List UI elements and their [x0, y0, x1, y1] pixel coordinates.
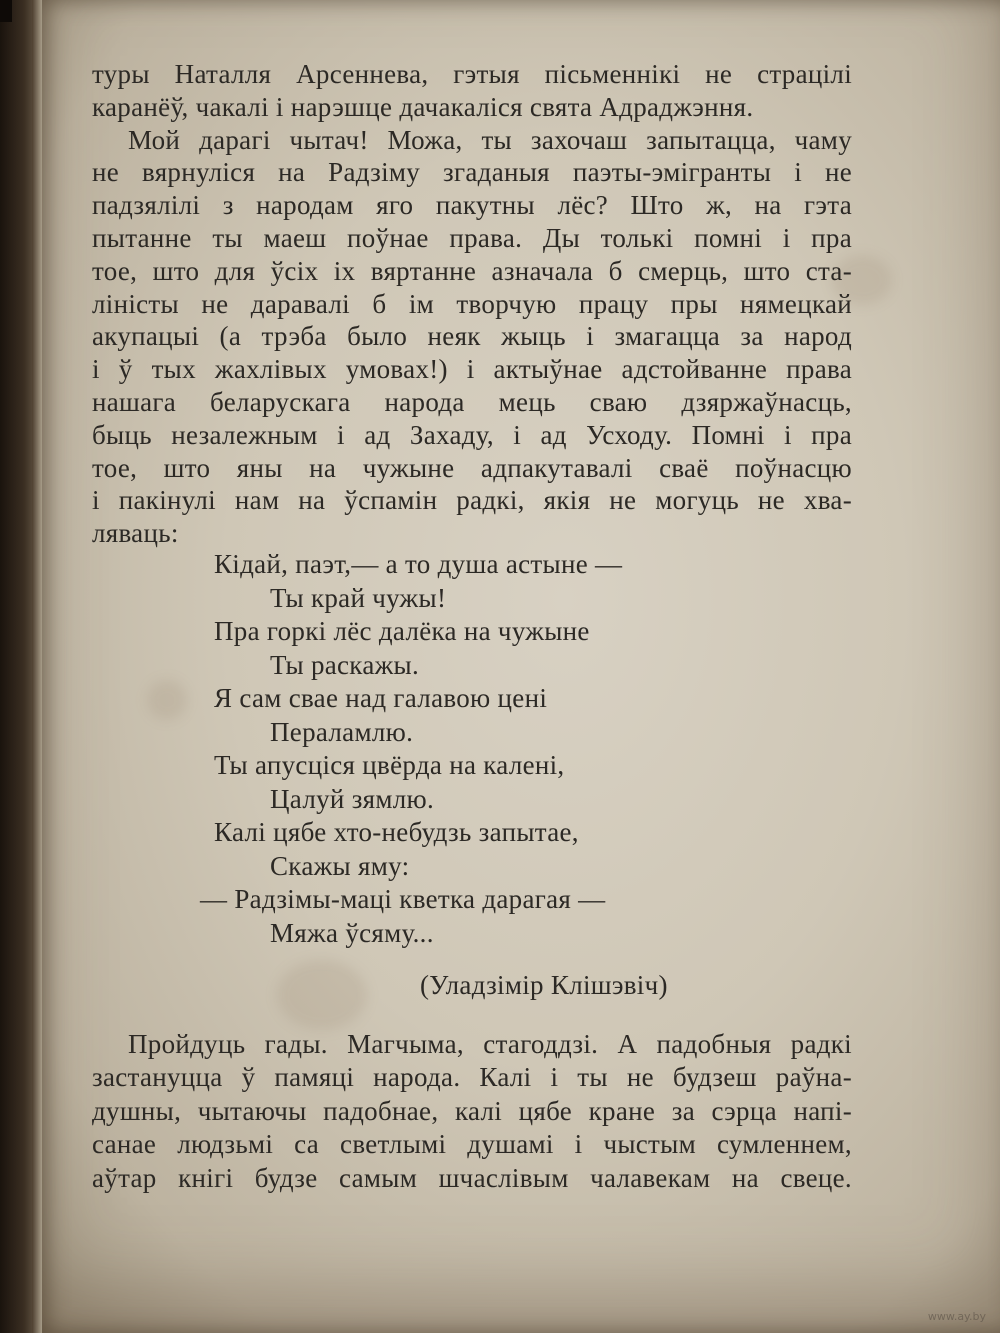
text-line: ліністы не даравалі б ім творчую працу пры нямецкай	[92, 288, 852, 319]
corner-mark	[0, 0, 12, 22]
poem-line: Ты раскажы.	[270, 649, 420, 680]
text-line: ляваць:	[92, 518, 179, 549]
poem-line: Я сам свае над галавою цені	[214, 683, 548, 713]
watermark: www.ay.by	[927, 1310, 986, 1323]
text-line: не вярнуліся на Радзіму згаданыя паэты-эмігранты і не	[92, 157, 852, 188]
text-line: тое, што яны на чужыне адпакутавалі сваё поўнасцю	[92, 452, 852, 483]
text-line: застануцца ў памяці народа. Калі і ты не будзеш раўна-	[92, 1062, 852, 1093]
poem-line: Калі цябе хто-небудзь запытае,	[214, 817, 579, 847]
poem-author: (Уладзімір Клішэвіч)	[420, 970, 668, 1000]
stain	[277, 960, 367, 1030]
text-line: пытанне ты маеш поўнае права. Ды толькі помні і пра	[92, 222, 852, 253]
poem-line: Ты край чужы!	[270, 582, 447, 613]
text-line: і пакінулі нам на ўспамін радкі, якія не могуць не хва-	[92, 485, 852, 516]
text-line: Пройдуць гады. Магчыма, стагоддзі. А падобныя радкі	[128, 1029, 852, 1059]
text-line: падзялілі з народам яго пакутны лёс? Што ж, на гэта	[92, 190, 852, 221]
poem	[200, 548, 774, 950]
stain	[147, 680, 187, 720]
text-line: Мой дарагі чытач! Можа, ты захочаш запытацца, чаму	[128, 124, 852, 155]
text-line: душны, чытаючы падобнае, калі цябе кране за сэрца напі-	[92, 1095, 852, 1126]
page-edge	[32, 0, 42, 1333]
text-line: нашага беларускага народа мець сваю дзяржаўнасць,	[92, 386, 852, 417]
text-line: акупацыі (а трэба было неяк жыць і змагацца за народ	[92, 321, 852, 352]
poem-line: Кідай, паэт,— а то душа астыне —	[214, 549, 623, 579]
poem-line: Пра горкі лёс далёка на чужыне	[214, 616, 590, 646]
body-text-top	[92, 58, 852, 550]
text-line: быць незалежным і ад Захаду, і ад Усходу. Помні і пра	[92, 419, 852, 450]
poem-line: Пераламлю.	[270, 716, 414, 747]
text-line: санае людзьмі са светлымі душамі і чыстым сумленнем,	[92, 1129, 852, 1160]
body-text-bottom	[92, 1028, 852, 1195]
paragraph-3	[92, 1028, 852, 1195]
poem-line: Ты апусціся цвёрда на калені,	[214, 750, 565, 780]
text-line: аўтар кнігі будзе самым шчаслівым чалавекам на свеце.	[92, 1162, 852, 1193]
text-line: і ў тых жахлівых умовах!) і актыўнае адстойванне права	[92, 354, 852, 385]
text-line: тое, што для ўсіх іх вяртанне азначала б смерць, што ста-	[92, 255, 852, 286]
poem-line: — Радзімы-маці кветка дарагая —	[200, 884, 606, 914]
paragraph-1	[92, 58, 852, 124]
text-line: каранёў, чакалі і нарэшце дачакаліся свята Адраджэння.	[92, 91, 754, 122]
paragraph-2	[92, 124, 852, 550]
poem-line: Скажы яму:	[270, 850, 410, 881]
poem-line: Цалуй зямлю.	[270, 783, 435, 814]
poem-line: Мяжа ўсяму...	[270, 917, 434, 948]
text-line: туры Наталля Арсеннева, гэтыя пісьменнікі не страцілі	[92, 59, 852, 89]
